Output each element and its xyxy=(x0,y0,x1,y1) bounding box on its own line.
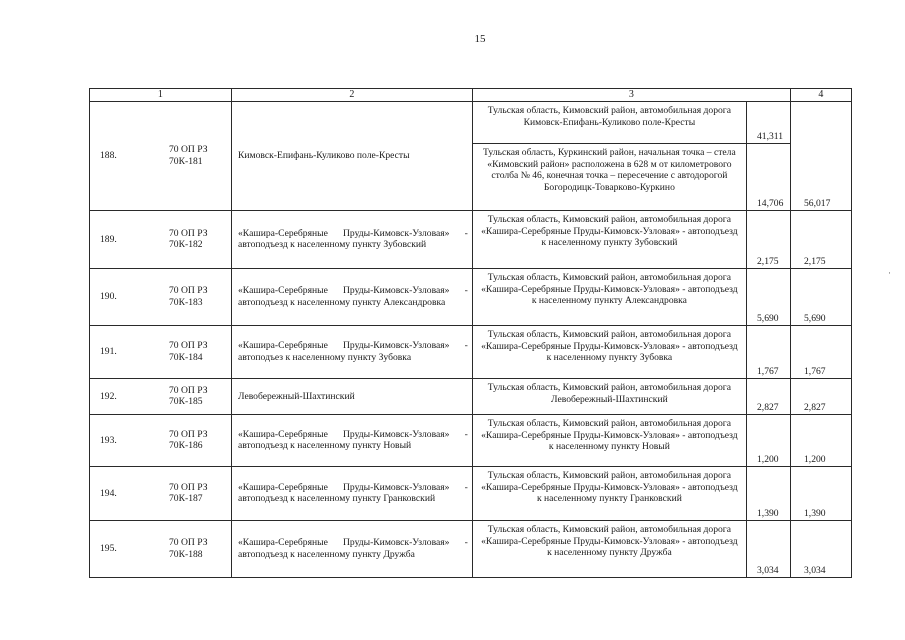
segment-length xyxy=(746,520,791,578)
row-number-text: 191. xyxy=(100,346,117,358)
segment-location xyxy=(472,101,747,144)
road-id-code-text: 70 ОП РЗ 70К-187 xyxy=(169,481,208,505)
segment-location-text: Тульская область, Кимовский район, автомобильная дорога «Кашира-Серебряные Пруды-Кимовск-Узловая» - автоподъезд к населенному пункту Зубовский xyxy=(481,214,738,249)
road-name-text: «Кашира-Серебряные Пруды-Кимовск-Узловая» - автоподъезд к населенному пункту Новый xyxy=(238,428,468,452)
row-number xyxy=(89,325,128,379)
segment-length xyxy=(746,466,791,521)
segment-location-text: Тульская область, Кимовский район, автомобильная дорога «Кашира-Серебряные Пруды-Кимовск-Узловая» - автоподъезд к населенному пункту Зубовка xyxy=(481,329,738,364)
header-cell-3-text: 3 xyxy=(628,89,634,100)
row-number-text: 193. xyxy=(100,434,117,446)
header-cell-1 xyxy=(89,88,232,102)
road-name-text: «Кашира-Серебряные Пруды-Кимовск-Узловая» - автоподъезд к населенному пункту Зубовский xyxy=(238,227,468,251)
segment-length-text: 1,200 xyxy=(757,454,779,466)
total-length xyxy=(790,520,852,578)
total-length-text: 1,390 xyxy=(804,508,826,520)
road-id-code-text: 70 ОП РЗ 70К-182 xyxy=(169,227,208,251)
row-number xyxy=(89,414,128,467)
road-name-text: «Кашира-Серебряные Пруды-Кимовск-Узловая» - автоподъезд к населенному пункту Гранковский xyxy=(238,481,468,505)
total-length-text: 2,827 xyxy=(804,402,826,414)
segment-location xyxy=(472,414,747,467)
segment-location-text: Тульская область, Кимовский район, автомобильная дорога Левобережный-Шахтинский xyxy=(487,382,731,405)
total-length xyxy=(790,268,852,326)
segment-length-text: 3,034 xyxy=(757,565,779,577)
road-id-code-text: 70 ОП РЗ 70К-183 xyxy=(169,285,208,308)
segment-length xyxy=(746,268,791,326)
road-id-code xyxy=(127,268,232,326)
segment-location-text: Тульская область, Кимовский район, автомобильная дорога «Кашира-Серебряные Пруды-Кимовск-Узловая» - автоподъезд к населенному пункту Гранковский xyxy=(481,470,738,505)
road-id-code-text: 70 ОП РЗ 70К-181 xyxy=(169,144,208,167)
road-id-code xyxy=(127,466,232,521)
segment-length-text: 14,706 xyxy=(757,198,784,210)
total-length-text: 1,200 xyxy=(804,454,826,466)
header-cell-2-text: 2 xyxy=(349,89,355,100)
road-name xyxy=(231,520,473,578)
segment-length-text: 5,690 xyxy=(757,313,779,325)
row-number-text: 188. xyxy=(100,150,117,162)
row-number-text: 190. xyxy=(100,291,117,303)
total-length-text: 1,767 xyxy=(804,366,826,378)
road-id-code xyxy=(127,210,232,269)
road-name-text: Левобережный-Шахтинский xyxy=(238,390,355,402)
road-name xyxy=(231,414,473,467)
total-length-text: 2,175 xyxy=(804,256,826,268)
road-name xyxy=(231,325,473,379)
segment-location xyxy=(472,520,747,578)
road-id-code xyxy=(127,520,232,578)
segment-location xyxy=(472,378,747,415)
road-name xyxy=(231,101,473,211)
row-number xyxy=(89,520,128,578)
row-number-text: 194. xyxy=(100,487,117,499)
row-number xyxy=(89,210,128,269)
segment-length-text: 1,390 xyxy=(757,508,779,520)
segment-location xyxy=(472,466,747,521)
segment-length xyxy=(746,210,791,269)
segment-length xyxy=(746,325,791,379)
segment-location-text: Тульская область, Кимовский район, автомобильная дорога Кимовск-Епифань-Куликово поле-Кресты xyxy=(487,105,731,128)
segment-length xyxy=(746,101,791,144)
total-length-text: 5,690 xyxy=(804,313,826,325)
segment-length xyxy=(746,378,791,415)
road-id-code xyxy=(127,101,232,211)
segment-location xyxy=(472,268,747,326)
header-cell-1-text: 1 xyxy=(157,89,163,100)
total-length xyxy=(790,414,852,467)
total-length xyxy=(790,325,852,379)
total-length xyxy=(790,210,852,269)
scan-speck: · xyxy=(888,268,891,278)
road-name-text: «Кашира-Серебряные Пруды-Кимовск-Узловая» - автоподъезд к населенному пункту Дружба xyxy=(238,537,468,560)
segment-location-text: Тульская область, Куркинский район, начальная точка – стела «Кимовский район» расположена в 628 м от километрового столба № 46, конечная точка – пересечение с автодорогой Богородицк-Товарково-Куркино xyxy=(483,147,736,193)
road-name xyxy=(231,466,473,521)
segment-location-text: Тульская область, Кимовский район, автомобильная дорога «Кашира-Серебряные Пруды-Кимовск-Узловая» - автоподъезд к населенному пункту Новый xyxy=(481,418,738,453)
header-cell-4 xyxy=(790,88,852,102)
road-id-code xyxy=(127,378,232,415)
road-name-text: Кимовск-Епифань-Куликово поле-Кресты xyxy=(238,150,410,162)
road-name-text: «Кашира-Серебряные Пруды-Кимовск-Узловая» - автоподъезд к населенному пункту Александровка xyxy=(238,285,468,308)
road-name xyxy=(231,268,473,326)
row-number xyxy=(89,268,128,326)
segment-length-text: 2,175 xyxy=(757,256,779,268)
road-id-code-text: 70 ОП РЗ 70К-185 xyxy=(169,384,208,408)
road-name-text: «Кашира-Серебряные Пруды-Кимовск-Узловая» - автоподъез к населенному пункту Зубовка xyxy=(238,340,468,363)
header-cell-2 xyxy=(231,88,473,102)
segment-location xyxy=(472,210,747,269)
segment-length xyxy=(746,143,791,211)
segment-location-text: Тульская область, Кимовский район, автомобильная дорога «Кашира-Серебряные Пруды-Кимовск-Узловая» - автоподъезд к населенному пункту Александровка xyxy=(481,272,738,307)
segment-length-text: 1,767 xyxy=(757,366,779,378)
row-number xyxy=(89,466,128,521)
road-name xyxy=(231,378,473,415)
segment-location xyxy=(472,143,747,211)
header-cell-3 xyxy=(472,88,791,102)
segment-location xyxy=(472,325,747,379)
road-id-code-text: 70 ОП РЗ 70К-188 xyxy=(169,537,208,560)
row-number-text: 189. xyxy=(100,233,117,245)
segment-location-text: Тульская область, Кимовский район, автомобильная дорога «Кашира-Серебряные Пруды-Кимовск-Узловая» - автоподъезд к населенному пункту Дружба xyxy=(481,524,738,559)
total-length-text: 3,034 xyxy=(804,565,826,577)
road-id-code xyxy=(127,414,232,467)
road-id-code-text: 70 ОП РЗ 70К-184 xyxy=(169,340,208,363)
header-cell-4-text: 4 xyxy=(818,89,824,100)
page-number: 15 xyxy=(474,33,486,45)
segment-length-text: 2,827 xyxy=(757,402,779,414)
road-name xyxy=(231,210,473,269)
total-length xyxy=(790,466,852,521)
segment-length xyxy=(746,414,791,467)
row-number xyxy=(89,378,128,415)
segment-length-text: 41,311 xyxy=(757,131,784,143)
row-number-text: 195. xyxy=(100,543,117,555)
total-length xyxy=(790,101,852,211)
total-length xyxy=(790,378,852,415)
row-number xyxy=(89,101,128,211)
road-id-code-text: 70 ОП РЗ 70К-186 xyxy=(169,428,208,452)
road-id-code xyxy=(127,325,232,379)
total-length-text: 56,017 xyxy=(804,198,831,210)
row-number-text: 192. xyxy=(100,390,117,402)
